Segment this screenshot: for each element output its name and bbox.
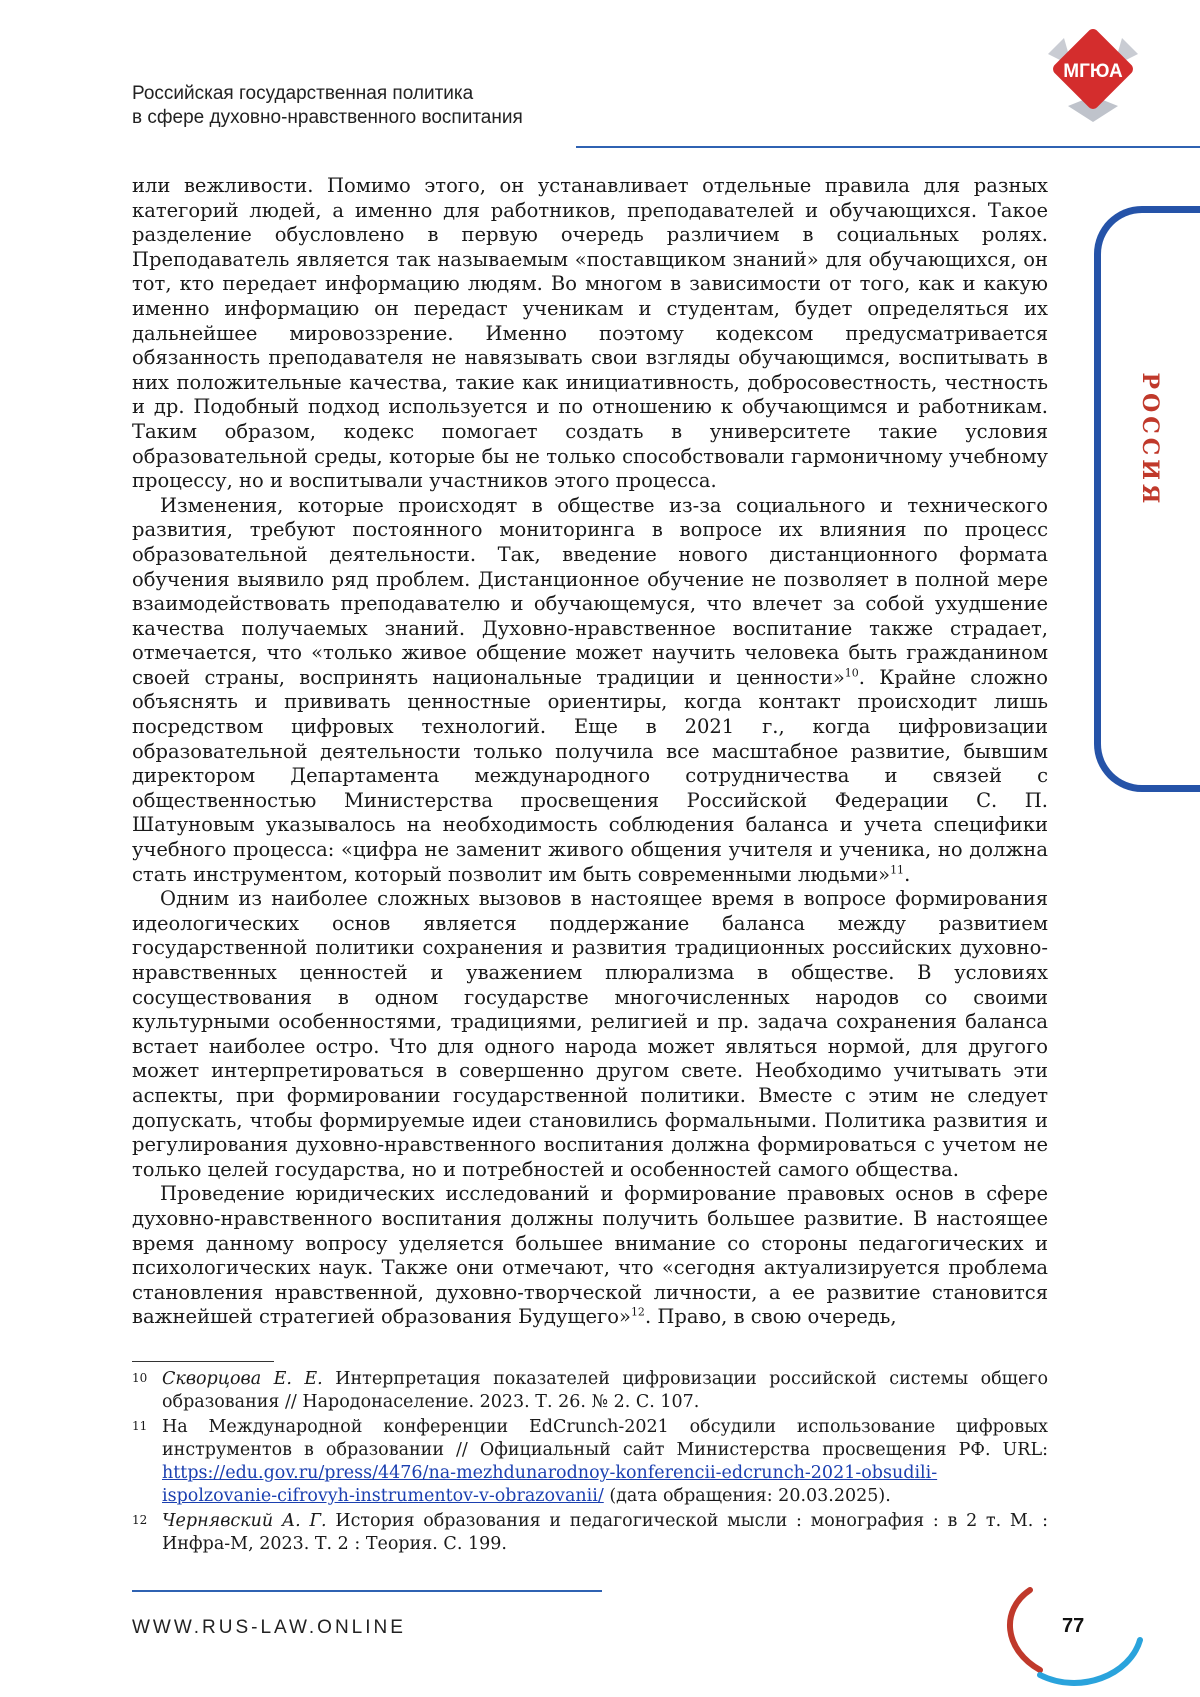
paragraph-2 (132, 494, 1048, 888)
paragraph-4 (132, 1182, 1048, 1330)
swirl-blue (1040, 1640, 1140, 1683)
msal-logo-icon (1038, 26, 1148, 126)
running-header (132, 82, 523, 130)
paragraph-2-part-c: . (904, 863, 910, 886)
footer-website[interactable]: WWW.RUS-LAW.ONLINE (132, 1617, 406, 1639)
side-tab-text: РОССИЯ (1137, 373, 1163, 508)
article-body (132, 174, 1048, 1330)
logo-text: МГЮА (1063, 61, 1123, 82)
swirl-red (1010, 1590, 1040, 1670)
footnote-ref-11[interactable]: 11 (890, 863, 904, 876)
footnotes (132, 1368, 1048, 1558)
paragraph-1: или вежливости. Помимо этого, он устанавливает отдельные правила для разных категорий людей, а именно для работников, преподавателей и обучающихся. Такое разделение обусловлено в первую очередь различием в социальных ролях. Преподаватель является так называемым «поставщиком знаний» для обучающихся, он тот, кто передает информацию людям. Во многом в зависимости от того, как и какую именно информацию он передаст ученикам и студентам, будет определяться их дальнейшее мировоззрение. Именно поэтому кодексом предусматривается обязанность преподавателя не навязывать свои взгляды обучающимся, воспитывать в них положительные качества, такие как инициативность, добросовестность, честность и др. Подобный подход используется и по отношению к обучающимся и работникам. Таким образом, кодекс помогает создать в университете такие условия образовательной среды, которые бы не только способствовали гармоничному учебному процессу, но и воспитывали участников этого процесса. (132, 174, 1048, 494)
footnote-author: Скворцова Е. Е. (162, 1369, 323, 1389)
paragraph-4-part-b: . Право, в свою очередь, (645, 1305, 897, 1328)
footnote-link[interactable]: https://edu.gov.ru/press/4476/na-mezhdunarodnoy-konferencii-edcrunch-2021-obsudili-ispolzovanie-cifrovyh-instrumentov-v-obrazovanii/ (162, 1463, 937, 1506)
header-rule (576, 146, 1200, 148)
footnote-ref-12[interactable]: 12 (631, 1306, 645, 1319)
footnote-tail: (дата обращения: 20.03.2025). (604, 1486, 891, 1506)
footnote-text: Интерпретация показателей цифровизации российской системы общего образования // Народонаселение. 2023. Т. 26. № 2. С. 107. (162, 1369, 1048, 1412)
footnote-number: 10 (132, 1367, 147, 1390)
footnote-10 (132, 1368, 1048, 1414)
footer-rule (132, 1590, 602, 1592)
paragraph-2-part-b: . Крайне сложно объяснять и прививать ценностные ориентиры, когда контакт происходит лишь посредством цифровых технологий. Еще в 2021 г., когда цифровизации образовательной деятельности только получила все масштабное развитие, бывшим директором Департамента международного сотрудничества и связей с общественностью Министерства просвещения Российской Федерации С. П. Шатуновым указывалось на необходимость соблюдения баланса и учета специфики учебного процесса: «цифра не заменит живого общения учителя и ученика, но должна стать инструментом, который позволит им быть современными людьми» (132, 666, 1048, 886)
footnote-text: На Международной конференции EdCrunch-2021 обсудили использование цифровых инструментов в образовании // Официальный сайт Министерства просвещения РФ. URL: (162, 1417, 1048, 1460)
footnote-author: Чернявский А. Г. (162, 1511, 327, 1531)
paragraph-2-part-a: Изменения, которые происходят в обществе из-за социального и технического развития, требуют постоянного мониторинга в вопросе их влияния по процесс образовательной деятельности. Так, введение нового дистанционного формата обучения выявило ряд проблем. Дистанционное обучение не позволяет в полной мере взаимодействовать преподавателю и обучающемуся, что влечет за собой ухудшение качества получаемых знаний. Духовно-нравственное воспитание также страдает, отмечается, что «только живое общение может научить человека быть гражданином своей страны, воспринять национальные традиции и ценности» (132, 494, 1048, 689)
running-header-line-2: в сфере духовно-нравственного воспитания (132, 106, 523, 130)
footnote-text: История образования и педагогической мысли : монография : в 2 т. М. : Инфра-М, 2023. Т. 2 : Теория. С. 199. (162, 1511, 1048, 1554)
running-header-line-1: Российская государственная политика (132, 82, 523, 106)
footnote-number: 12 (132, 1509, 147, 1532)
footnote-separator (132, 1361, 274, 1362)
footnote-number: 11 (132, 1415, 147, 1438)
footnote-ref-10[interactable]: 10 (845, 666, 859, 679)
footnote-12 (132, 1510, 1048, 1556)
footnote-11 (132, 1416, 1048, 1508)
paragraph-4-part-a: Проведение юридических исследований и формирование правовых основ в сфере духовно-нравственного воспитания должны получить большее развитие. В настоящее время данному вопросу уделяется большее внимание со стороны педагогических и психологических наук. Также они отмечают, что «сегодня актуализируется проблема становления нравственной, духовно-творческой личности, а ее развитие становится важнейшей стратегией образования Будущего» (132, 1182, 1048, 1328)
page-number: 77 (1062, 1615, 1084, 1638)
paragraph-3: Одним из наиболее сложных вызовов в настоящее время в вопросе формирования идеологических основ является поддержание баланса между развитием государственной политики сохранения и развития традиционных российских духовно-нравственных ценностей и уважением плюрализма в обществе. В условиях сосуществования в одном государстве многочисленных народов со своими культурными особенностями, традициями, религией и пр. задача сохранения баланса встает наиболее остро. Что для одного народа может являться нормой, для другого может интерпретироваться в совершенно другом свете. Необходимо учитывать эти аспекты, при формировании государственной политики. Вместе с этим не следует допускать, чтобы формируемые идеи становились формальными. Политика развития и регулирования духовно-нравственного воспитания должна формироваться с учетом не только целей государства, но и потребностей и особенностей самого общества. (132, 887, 1048, 1182)
